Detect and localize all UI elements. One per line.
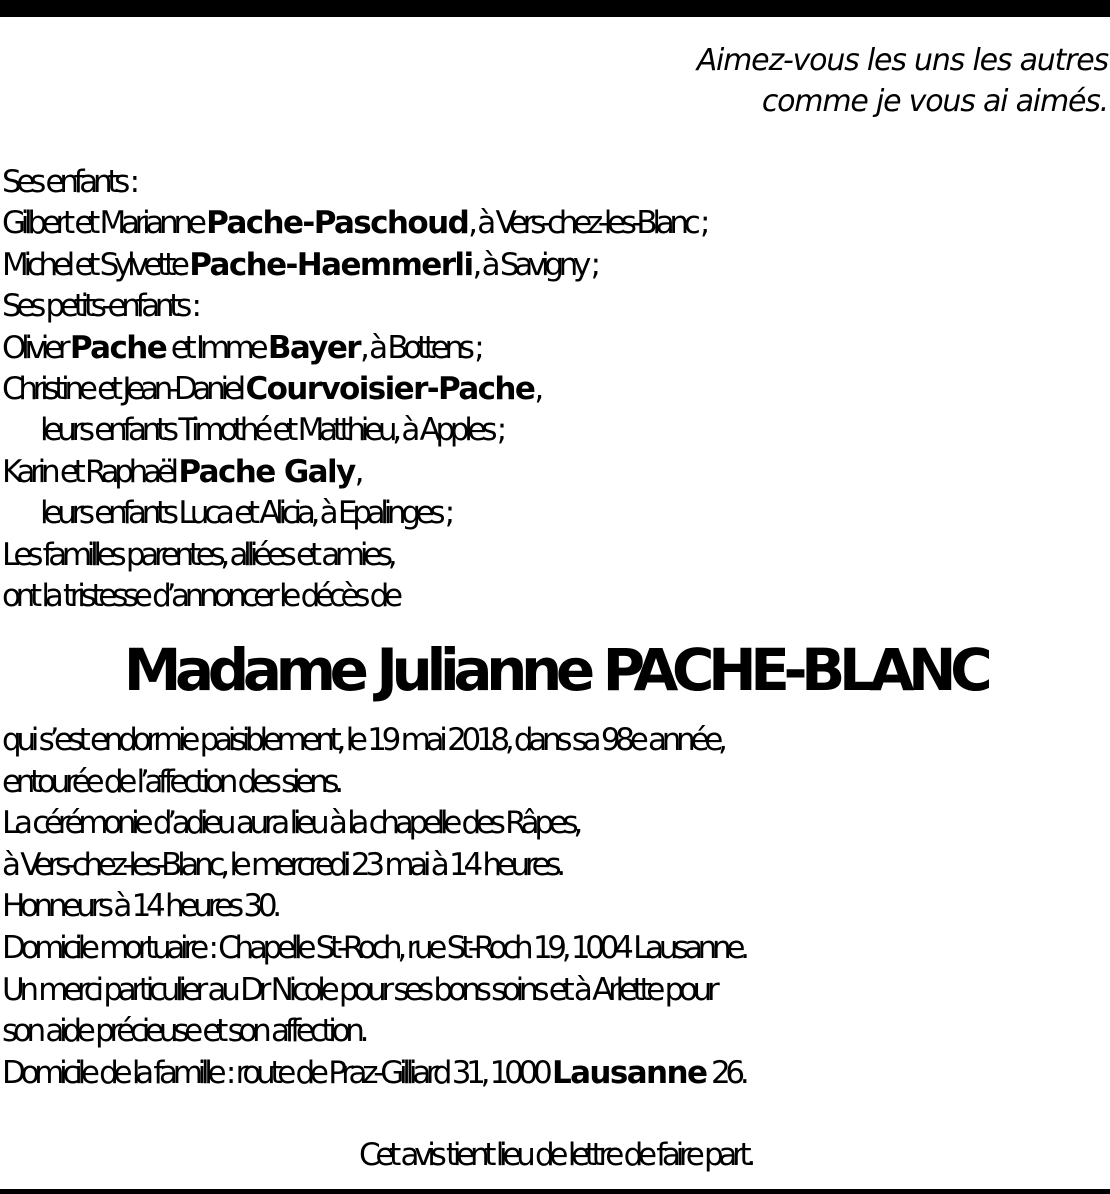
family-address-line bbox=[2, 1053, 1108, 1095]
gc-3-punct: , bbox=[354, 453, 360, 490]
gc-3-surname: Pache Galy bbox=[178, 453, 355, 490]
gc-2-names: Christine et Jean-Daniel bbox=[2, 371, 246, 408]
gc-1-name: Olivier bbox=[2, 329, 70, 366]
details-line-8: son aide précieuse et son affection. bbox=[2, 1013, 365, 1050]
family-address-city: Lausanne bbox=[551, 1054, 707, 1091]
child-entry-1 bbox=[2, 203, 1108, 244]
bottom-border-rule bbox=[0, 1189, 1110, 1194]
grandchild-entry-2 bbox=[2, 369, 1108, 410]
gc-2-surname: Courvoisier-Pache bbox=[245, 371, 535, 408]
family-address-postcode: 26. bbox=[706, 1054, 745, 1091]
footer-note: Cet avis tient lieu de lettre de faire part. bbox=[359, 1137, 751, 1173]
family-list bbox=[2, 162, 1108, 617]
quote-line-2: comme je vous ai aimés. bbox=[761, 84, 1108, 119]
child-2-location: , à Savigny ; bbox=[472, 246, 596, 283]
grandchild-entry-1 bbox=[2, 328, 1108, 369]
child-entry-2 bbox=[2, 245, 1108, 286]
grandchild-3-children: leurs enfants Luca et Alicia, à Epalinges ; bbox=[40, 495, 450, 532]
details-line-6: Domicile mortuaire : Chapelle St-Roch, rue St-Roch 19, 1004 Lausanne. bbox=[2, 929, 745, 966]
child-1-surname: Pache-Paschoud bbox=[206, 205, 469, 242]
deceased-name-heading: Madame Julianne PACHE-BLANC bbox=[123, 636, 987, 704]
gc-1-surname: Pache bbox=[69, 329, 167, 366]
top-border-rule bbox=[0, 0, 1110, 17]
details-line-1: qui s’est endormie paisiblement, le 19 mai 2018, dans sa 98e année, bbox=[2, 722, 723, 758]
epigraph-quote bbox=[697, 40, 1108, 122]
gc-3-names: Karin et Raphaël bbox=[2, 453, 179, 490]
grandchildren-heading: Ses petits-enfants : bbox=[2, 288, 197, 325]
details-line-4: à Vers-chez-les-Blanc, le mercredi 23 mai à 14 heures. bbox=[2, 846, 561, 883]
child-2-surname: Pache-Haemmerli bbox=[189, 246, 473, 283]
relatives-line: Les familles parentes, alliées et amies, bbox=[2, 536, 393, 573]
gc-1-partner-surname: Bayer bbox=[267, 329, 360, 366]
gc-2-punct: , bbox=[534, 371, 539, 408]
child-2-names: Michel et Sylvette bbox=[2, 246, 190, 283]
gc-1-location: , à Bottens ; bbox=[359, 329, 480, 366]
child-1-location: , à Vers-chez-les-Blanc ; bbox=[468, 205, 706, 242]
details-line-3: La cérémonie d’adieu aura lieu à la chapelle des Râpes, bbox=[2, 805, 578, 842]
details-line-2: entourée de l’affection des siens. bbox=[2, 763, 339, 800]
children-heading: Ses enfants : bbox=[2, 164, 135, 200]
gc-1-partner: et Imme bbox=[166, 329, 268, 366]
details-line-7: Un merci particulier au Dr Nicole pour ses bons soins et à Arlette pour bbox=[2, 971, 715, 1008]
details-line-5: Honneurs à 14 heures 30. bbox=[2, 888, 277, 925]
announcement-line: ont la tristesse d’annoncer le décès de bbox=[2, 578, 398, 615]
grandchild-2-children: leurs enfants Timothé et Matthieu, à Apples ; bbox=[40, 412, 502, 449]
family-address: Domicile de la famille : route de Praz-Gilliard 31, 1000 bbox=[2, 1054, 552, 1091]
grandchild-entry-3 bbox=[2, 452, 1108, 493]
funeral-details bbox=[2, 720, 1108, 1094]
quote-line-1: Aimez-vous les uns les autres bbox=[696, 43, 1108, 78]
child-1-names: Gilbert et Marianne bbox=[2, 205, 207, 242]
